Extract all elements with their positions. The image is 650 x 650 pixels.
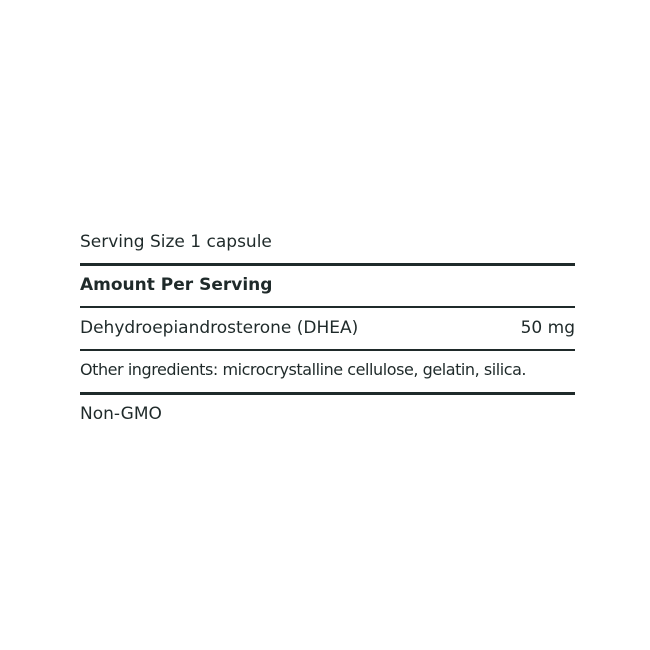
supplement-facts-panel — [80, 0, 575, 650]
non-gmo-note: Non-GMO — [80, 404, 162, 424]
other-ingredients: Other ingredients: microcrystalline cellulose, gelatin, silica. — [80, 360, 527, 379]
serving-size: Serving Size 1 capsule — [80, 232, 272, 252]
divider-thick — [80, 392, 575, 395]
nutrient-amount: 50 mg — [520, 318, 575, 338]
divider-thick — [80, 263, 575, 266]
nutrient-name: Dehydroepiandrosterone (DHEA) — [80, 318, 359, 338]
divider — [80, 306, 575, 308]
amount-per-serving-header: Amount Per Serving — [80, 275, 273, 295]
divider — [80, 349, 575, 351]
